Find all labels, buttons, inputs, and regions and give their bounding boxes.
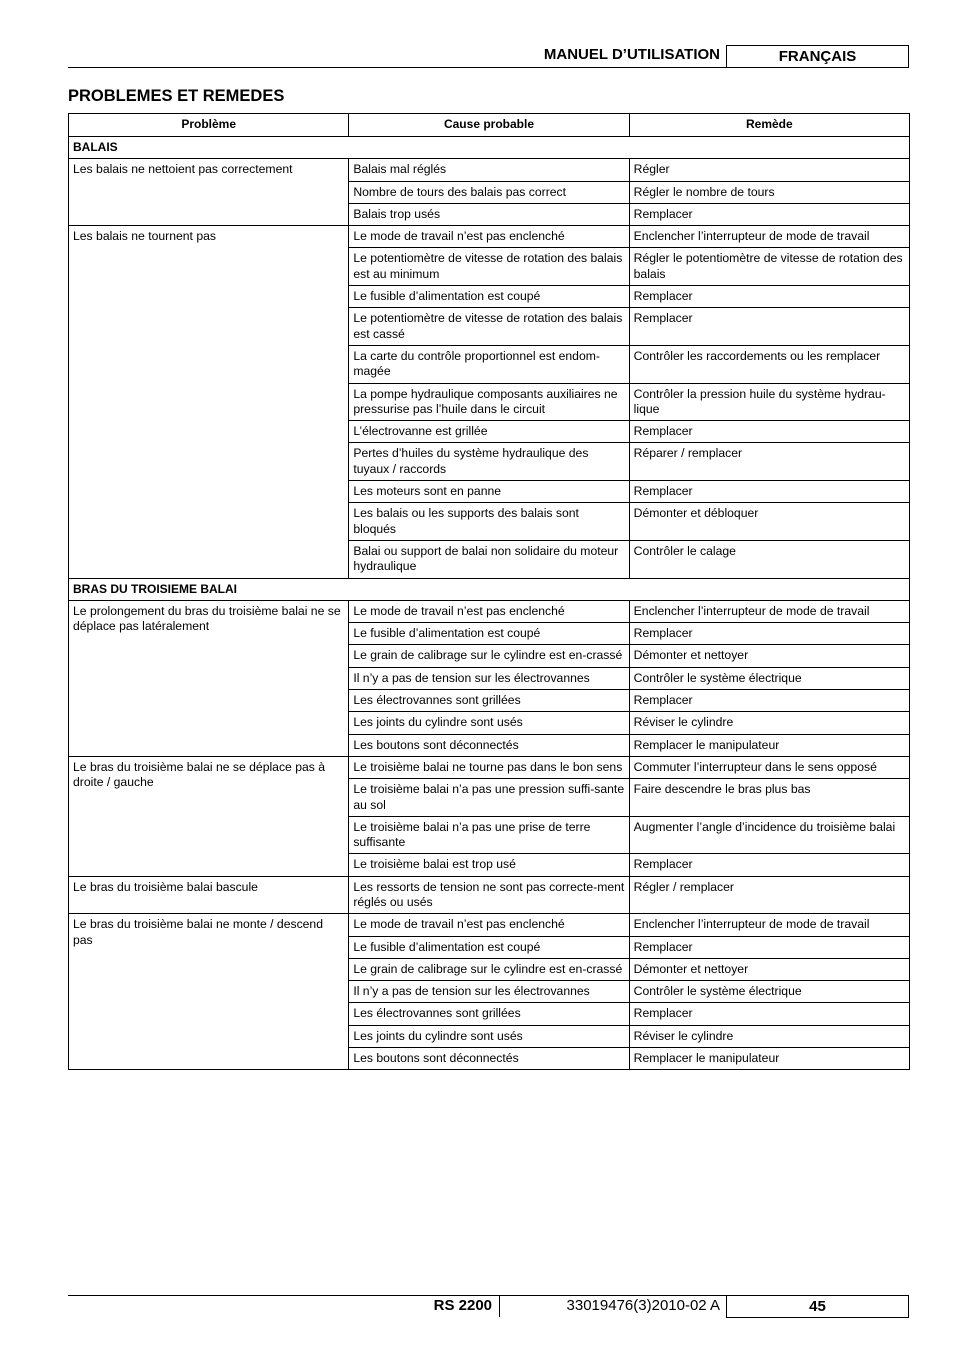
problem-cell: Le prolongement du bras du troisième balai ne se déplace pas latéralement <box>69 600 349 756</box>
cause-cell: Le mode de travail n’est pas enclenché <box>349 600 629 622</box>
remedy-cell: Remplacer <box>629 308 909 346</box>
remedy-cell: Contrôler le calage <box>629 540 909 578</box>
cause-cell: Le mode de travail n’est pas enclenché <box>349 914 629 936</box>
table-row <box>69 226 910 248</box>
remedy-cell: Démonter et nettoyer <box>629 645 909 667</box>
problem-cell: Les balais ne tournent pas <box>69 226 349 578</box>
column-header-cause: Cause probable <box>349 114 629 137</box>
remedy-cell: Remplacer <box>629 481 909 503</box>
cause-cell: Le grain de calibrage sur le cylindre est en-crassé <box>349 958 629 980</box>
header-language: FRANÇAIS <box>726 45 909 67</box>
remedy-cell: Remplacer <box>629 421 909 443</box>
cause-cell: La carte du contrôle proportionnel est endom-magée <box>349 345 629 383</box>
remedy-cell: Enclencher l’interrupteur de mode de travail <box>629 226 909 248</box>
table-row <box>69 600 910 622</box>
cause-cell: Les joints du cylindre sont usés <box>349 1025 629 1047</box>
footer-document-code: 33019476(3)2010-02 A <box>566 1297 720 1314</box>
cause-cell: Pertes d’huiles du système hydraulique des tuyaux / raccords <box>349 443 629 481</box>
remedy-cell: Remplacer <box>629 936 909 958</box>
cause-cell: Les joints du cylindre sont usés <box>349 712 629 734</box>
cause-cell: Les ressorts de tension ne sont pas correcte-ment réglés ou usés <box>349 876 629 914</box>
problem-cell: Le bras du troisième balai ne se déplace pas à droite / gauche <box>69 756 349 876</box>
cause-cell: Les électrovannes sont grillées <box>349 1003 629 1025</box>
cause-cell: L’électrovanne est grillée <box>349 421 629 443</box>
cause-cell: Les boutons sont déconnectés <box>349 1048 629 1070</box>
cause-cell: Il n’y a pas de tension sur les électrovannes <box>349 667 629 689</box>
footer-page-number: 45 <box>726 1296 909 1318</box>
problem-cell: Les balais ne nettoient pas correctement <box>69 159 349 226</box>
section-row <box>69 137 910 159</box>
remedy-cell: Démonter et débloquer <box>629 503 909 541</box>
footer-model: RS 2200 <box>433 1297 492 1314</box>
table-row <box>69 756 910 778</box>
remedy-cell: Faire descendre le bras plus bas <box>629 779 909 817</box>
remedy-cell: Augmenter l’angle d’incidence du troisième balai <box>629 816 909 854</box>
cause-cell: Le grain de calibrage sur le cylindre est en-crassé <box>349 645 629 667</box>
header-rule <box>68 67 909 68</box>
cause-cell: Le troisième balai est trop usé <box>349 854 629 876</box>
remedy-cell: Réparer / remplacer <box>629 443 909 481</box>
remedy-cell: Démonter et nettoyer <box>629 958 909 980</box>
remedy-cell: Remplacer <box>629 854 909 876</box>
cause-cell: Le troisième balai ne tourne pas dans le bon sens <box>349 756 629 778</box>
troubleshooting-table <box>68 113 910 1070</box>
cause-cell: Le fusible d’alimentation est coupé <box>349 286 629 308</box>
table-header-row <box>69 114 910 137</box>
cause-cell: Le potentiomètre de vitesse de rotation des balais est cassé <box>349 308 629 346</box>
remedy-cell: Régler / remplacer <box>629 876 909 914</box>
remedy-cell: Remplacer <box>629 690 909 712</box>
remedy-cell: Réviser le cylindre <box>629 712 909 734</box>
cause-cell: Balai ou support de balai non solidaire du moteur hydraulique <box>349 540 629 578</box>
header-manual-title: MANUEL D’UTILISATION <box>543 46 720 63</box>
cause-cell: Les boutons sont déconnectés <box>349 734 629 756</box>
section-row <box>69 578 910 600</box>
section-title: BRAS DU TROISIEME BALAI <box>69 578 910 600</box>
column-header-remedy: Remède <box>629 114 909 137</box>
remedy-cell: Enclencher l’interrupteur de mode de travail <box>629 914 909 936</box>
cause-cell: Balais mal réglés <box>349 159 629 181</box>
cause-cell: La pompe hydraulique composants auxiliaires ne pressurise pas l’huile dans le circuit <box>349 383 629 421</box>
cause-cell: Les balais ou les supports des balais sont bloqués <box>349 503 629 541</box>
remedy-cell: Remplacer <box>629 623 909 645</box>
table-body <box>69 137 910 1070</box>
remedy-cell: Remplacer le manipulateur <box>629 1048 909 1070</box>
remedy-cell: Régler le nombre de tours <box>629 181 909 203</box>
remedy-cell: Contrôler la pression huile du système hydrau-lique <box>629 383 909 421</box>
cause-cell: Le troisième balai n’a pas une pression suffi-sante au sol <box>349 779 629 817</box>
remedy-cell: Remplacer <box>629 1003 909 1025</box>
cause-cell: Le fusible d’alimentation est coupé <box>349 936 629 958</box>
remedy-cell: Contrôler le système électrique <box>629 981 909 1003</box>
cause-cell: Le mode de travail n’est pas enclenché <box>349 226 629 248</box>
problem-cell: Le bras du troisième balai bascule <box>69 876 349 914</box>
remedy-cell: Régler le potentiomètre de vitesse de rotation des balais <box>629 248 909 286</box>
remedy-cell: Enclencher l’interrupteur de mode de travail <box>629 600 909 622</box>
cause-cell: Le potentiomètre de vitesse de rotation des balais est au minimum <box>349 248 629 286</box>
cause-cell: Le fusible d’alimentation est coupé <box>349 623 629 645</box>
cause-cell: Balais trop usés <box>349 203 629 225</box>
remedy-cell: Commuter l’interrupteur dans le sens opposé <box>629 756 909 778</box>
table-row <box>69 876 910 914</box>
remedy-cell: Régler <box>629 159 909 181</box>
section-title: BALAIS <box>69 137 910 159</box>
cause-cell: Le troisième balai n’a pas une prise de terre suffisante <box>349 816 629 854</box>
remedy-cell: Réviser le cylindre <box>629 1025 909 1047</box>
table-row <box>69 159 910 181</box>
remedy-cell: Contrôler le système électrique <box>629 667 909 689</box>
remedy-cell: Remplacer <box>629 203 909 225</box>
cause-cell: Les électrovannes sont grillées <box>349 690 629 712</box>
problem-cell: Le bras du troisième balai ne monte / descend pas <box>69 914 349 1070</box>
cause-cell: Il n’y a pas de tension sur les électrovannes <box>349 981 629 1003</box>
remedy-cell: Contrôler les raccordements ou les remplacer <box>629 345 909 383</box>
page-title: PROBLEMES ET REMEDES <box>68 87 285 105</box>
remedy-cell: Remplacer <box>629 286 909 308</box>
remedy-cell: Remplacer le manipulateur <box>629 734 909 756</box>
column-header-problem: Problème <box>69 114 349 137</box>
cause-cell: Les moteurs sont en panne <box>349 481 629 503</box>
table-row <box>69 914 910 936</box>
cause-cell: Nombre de tours des balais pas correct <box>349 181 629 203</box>
